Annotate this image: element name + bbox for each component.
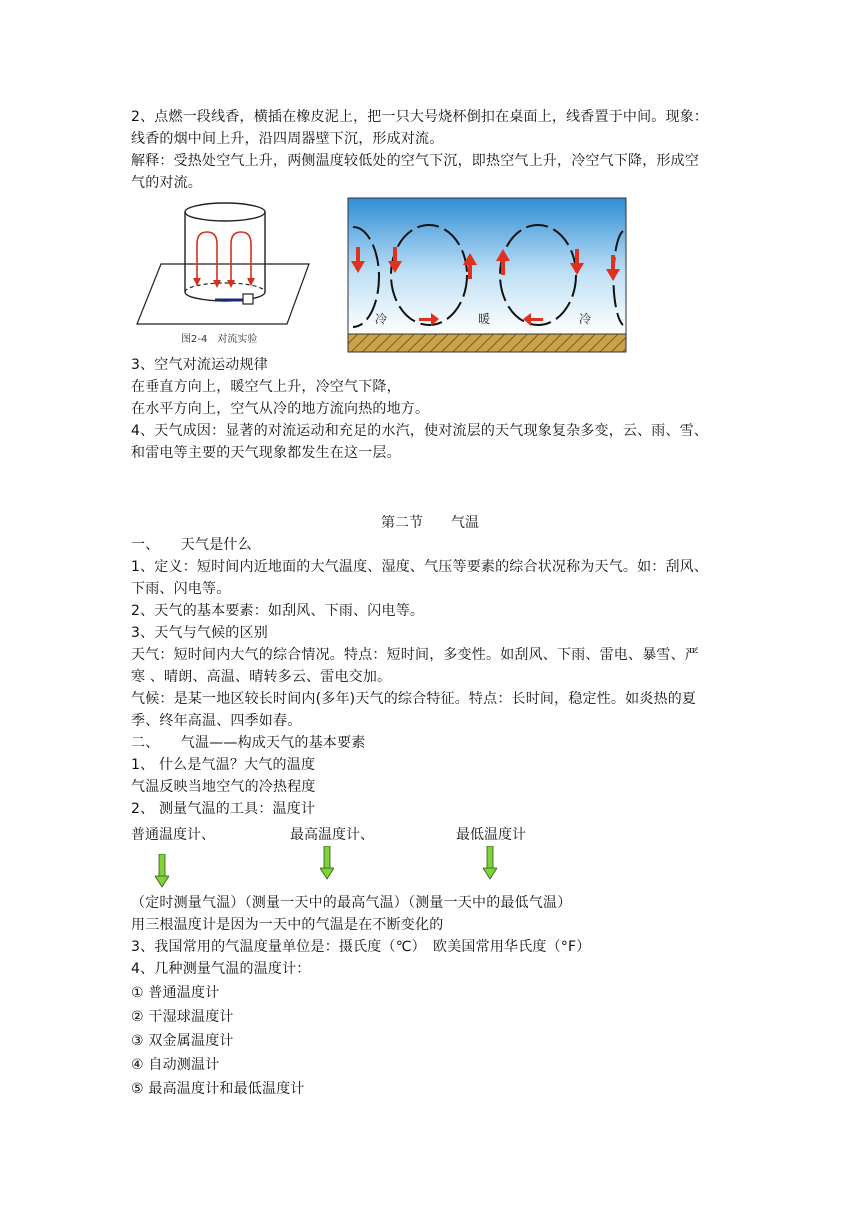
para-2-line-4: 气的对流。 — [131, 175, 202, 191]
para-2-line-1: 2、点燃一段线香，横插在橡皮泥上，把一只大号烧杯倒扣在桌面上，线香置于中间。现象： — [131, 109, 709, 125]
para-4-line-2: 和雷电等主要的天气现象都发生在这一层。 — [131, 445, 401, 461]
list-item: ④ 自动测温计 — [131, 1057, 220, 1073]
section-name: 气温 — [451, 515, 479, 531]
warm-label: 暖 — [478, 312, 491, 326]
weather-climate-heading: 3、天气与气候的区别 — [131, 625, 268, 641]
temp-definition: 1、 什么是气温？大气的温度 — [131, 757, 316, 773]
thermometer-uses: （定时测量气温）（测量一天中的最高气温）（测量一天中的最低气温） — [131, 895, 572, 911]
list-item: ② 干湿球温度计 — [131, 1009, 234, 1025]
convection-experiment-figure — [133, 198, 313, 346]
list-item: ⑤ 最高温度计和最低温度计 — [131, 1081, 305, 1097]
temp-tools: 2、 测量气温的工具：温度计 — [131, 801, 316, 817]
para-2-line-2: 线香的烟中间上升，沿四周器壁下沉，形成对流。 — [131, 131, 444, 147]
list-item: ① 普通温度计 — [131, 985, 220, 1001]
cold-label-left: 冷 — [375, 312, 388, 326]
thermometer-types-heading: 4、几种测量气温的温度计： — [131, 961, 311, 977]
cold-label-right: 冷 — [579, 312, 592, 326]
heading-2: 二、 气温——构成天气的基本要素 — [131, 735, 366, 751]
thermometer-label-max: 最高温度计、 — [290, 827, 374, 843]
section-title — [0, 512, 860, 534]
three-thermometers-reason: 用三根温度计是因为一天中的气温是在不断变化的 — [131, 917, 444, 933]
para-2-line-3: 解释：受热处空气上升，两侧温度较低处的空气下沉，即热空气上升，冷空气下降，形成空 — [131, 153, 699, 169]
definition-line-1: 1、定义：短时间内近地面的大气温度、湿度、气压等要素的综合状况称为天气。如：刮风、 — [131, 559, 709, 575]
list-item: ③ 双金属温度计 — [131, 1033, 234, 1049]
section-number: 第二节 — [381, 515, 423, 531]
para-3-heading: 3、空气对流运动规律 — [131, 357, 268, 373]
down-arrow-icon — [320, 846, 334, 880]
heading-1: 一、 天气是什么 — [131, 537, 252, 553]
thermometer-label-min: 最低温度计 — [456, 827, 526, 843]
down-arrow-icon — [155, 854, 169, 888]
figure-caption: 图2-4 对流实验 — [181, 334, 258, 345]
weather-line-2: 寒 、晴朗、高温、晴转多云、雷电交加。 — [131, 669, 392, 685]
down-arrow-icon — [483, 846, 497, 880]
climate-line-1: 气候：是某一地区较长时间内(多年)天气的综合特征。特点：长时间，稳定性。如炎热的夏 — [131, 691, 697, 707]
convection-cells-figure — [347, 197, 627, 354]
temp-meaning: 气温反映当地空气的冷热程度 — [131, 779, 316, 795]
para-3-vertical: 在垂直方向上，暖空气上升，冷空气下降， — [131, 379, 401, 395]
para-3-horizontal: 在水平方向上，空气从冷的地方流向热的地方。 — [131, 401, 430, 417]
weather-line-1: 天气：短时间内大气的综合情况。特点：短时间，多变性。如刮风、下雨、雷电、暴雪、严 — [131, 647, 699, 663]
climate-line-2: 季、终年高温、四季如春。 — [131, 713, 302, 729]
thermometer-label-normal: 普通温度计、 — [131, 827, 215, 843]
temperature-units: 3、我国常用的气温度量单位是：摄氏度（℃） 欧美国常用华氏度（°F） — [131, 939, 591, 955]
definition-line-2: 下雨、闪电等。 — [131, 581, 231, 597]
weather-elements: 2、天气的基本要素：如刮风、下雨、闪电等。 — [131, 603, 425, 619]
para-4-line-1: 4、天气成因：显著的对流运动和充足的水汽，使对流层的天气现象复杂多变，云、雨、雪、 — [131, 423, 709, 439]
